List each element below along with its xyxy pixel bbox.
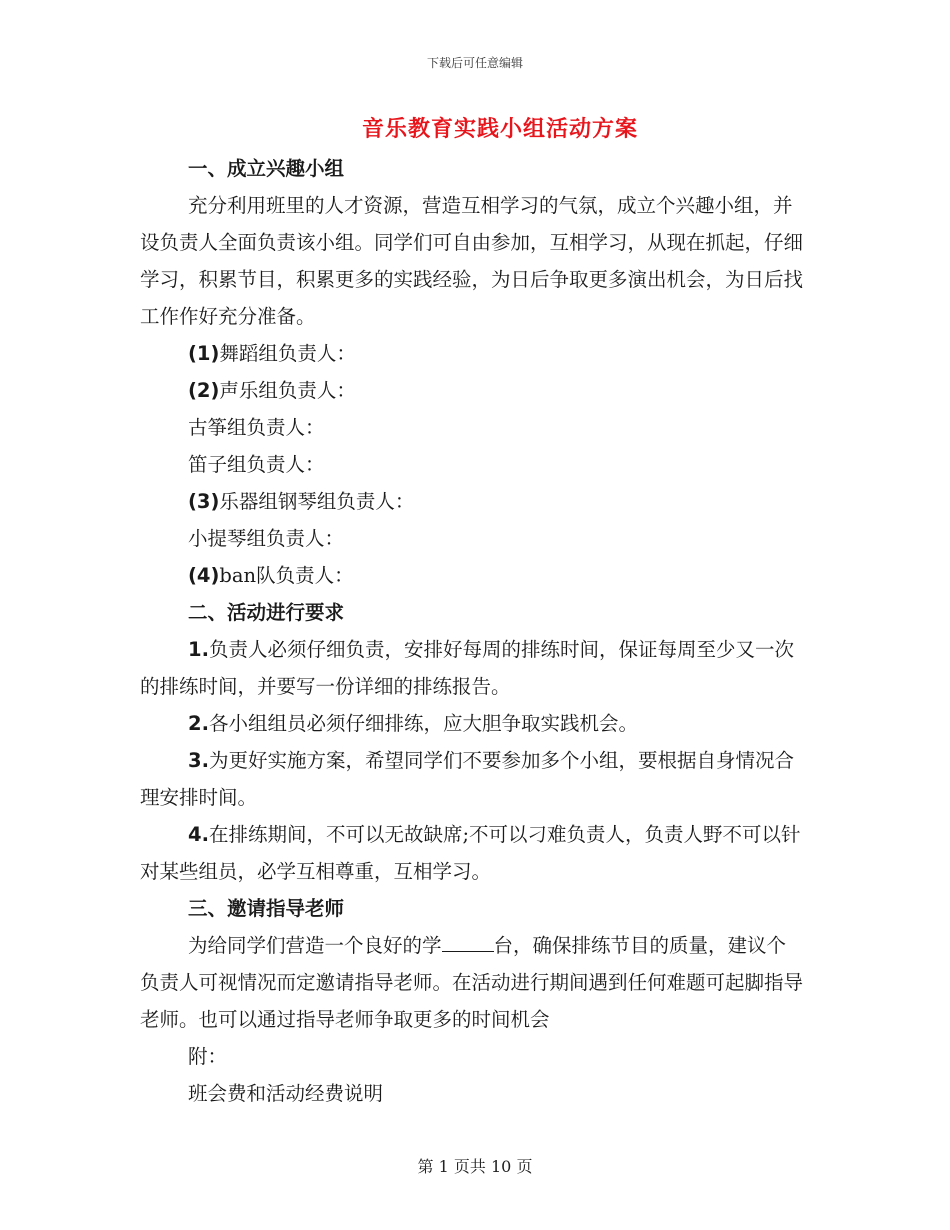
paragraph-text-end: 台，确保排练节目的质量，建议个负责人可视情况而定邀请指导老师。在活动进行期间遇到任何难题可起脚指导老师。也可以通过指导老师争取更多的时间机会 [140, 934, 804, 1031]
item-text: 负责人必须仔细负责，安排好每周的排练时间，保证每周至少又一次的排练时间，并要写一份详细的排练报告。 [140, 638, 794, 698]
document-body [140, 150, 805, 1112]
footer-total-pages: 10 [491, 1157, 512, 1176]
page-footer [0, 1154, 950, 1177]
footer-prefix: 第 [417, 1157, 439, 1176]
appendix-label: 附： [188, 1045, 228, 1068]
item-number: 3. [188, 749, 209, 772]
item-text: 古筝组负责人： [188, 416, 325, 439]
item-number: (2) [188, 379, 220, 402]
footer-middle: 页共 [448, 1157, 491, 1176]
item-number: (1) [188, 342, 220, 365]
requirement-item [140, 631, 805, 705]
item-text: 乐器组钢琴组负责人： [219, 490, 415, 513]
item-number: 4. [188, 823, 209, 846]
requirement-item [140, 816, 805, 890]
group-item [140, 483, 805, 520]
group-item [140, 372, 805, 409]
fill-in-blank [442, 929, 494, 952]
section-heading-3: 三、邀请指导老师 [188, 897, 345, 920]
appendix-item: 班会费和活动经费说明 [188, 1082, 384, 1105]
group-item [140, 446, 805, 483]
item-text: 为更好实施方案，希望同学们不要参加多个小组，要根据自身情况合理安排时间。 [140, 749, 794, 809]
item-text: 声乐组负责人： [219, 379, 356, 402]
item-number: (3) [188, 490, 220, 513]
section-1-intro: 充分利用班里的人才资源，营造互相学习的气氛，成立个兴趣小组，并设负责人全面负责该小组。同学们可自由参加，互相学习，从现在抓起，仔细学习，积累节目，积累更多的实践经验，为日后争取更多演出机会，为日后找工作作好充分准备。 [140, 194, 804, 328]
requirement-item [140, 742, 805, 816]
item-text: 各小组组员必须仔细排练，应大胆争取实践机会。 [208, 712, 638, 735]
paragraph-text-start: 为给同学们营造一个良好的学 [188, 934, 442, 957]
item-text: ban队负责人： [219, 564, 354, 587]
item-text: 舞蹈组负责人： [219, 342, 356, 365]
group-item [140, 409, 805, 446]
requirement-item [140, 705, 805, 742]
footer-page-number: 1 [438, 1157, 449, 1176]
group-item [140, 557, 805, 594]
item-text: 笛子组负责人： [188, 453, 325, 476]
item-text: 小提琴组负责人： [188, 527, 345, 550]
footer-suffix: 页 [511, 1157, 533, 1176]
item-number: 2. [188, 712, 209, 735]
group-item [140, 520, 805, 557]
item-text: 在排练期间，不可以无故缺席;不可以刁难负责人，负责人野不可以针对某些组员，必学互相尊重，互相学习。 [140, 823, 801, 883]
section-heading-1: 一、成立兴趣小组 [188, 157, 345, 180]
header-note: 下载后可任意编辑 [426, 56, 523, 70]
item-number: (4) [188, 564, 220, 587]
group-item [140, 335, 805, 372]
section-3-paragraph [140, 927, 805, 1038]
section-heading-2: 二、活动进行要求 [188, 601, 345, 624]
document-title: 音乐教育实践小组活动方案 [361, 116, 638, 142]
item-number: 1. [188, 638, 209, 661]
